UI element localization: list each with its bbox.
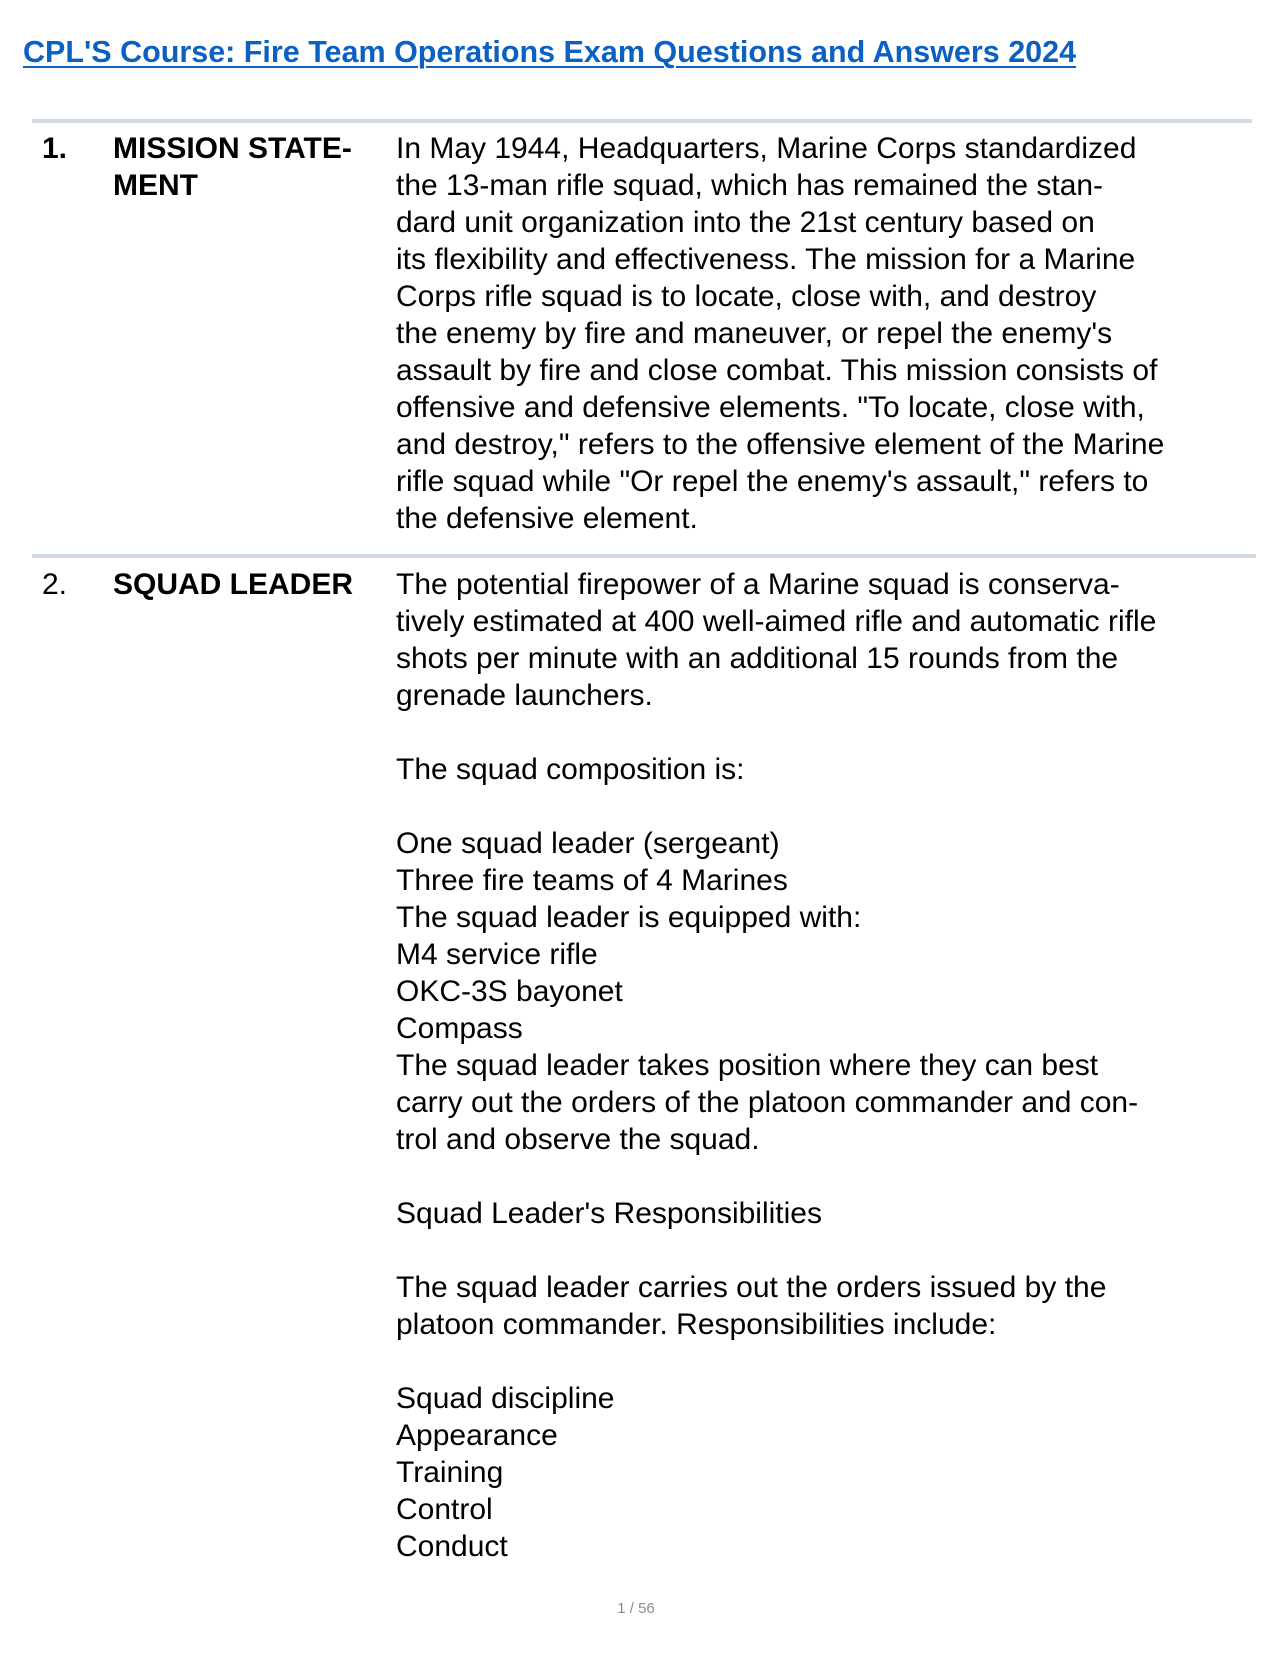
answer-line: In May 1944, Headquarters, Marine Corps standardized — [396, 132, 1137, 165]
answer-line: Squad discipline — [396, 1382, 615, 1415]
answer-line: trol and observe the squad. — [396, 1123, 760, 1156]
answer-line: platoon commander. Responsibilities include: — [396, 1308, 997, 1341]
answer-line — [396, 1343, 1256, 1380]
answer-line: The squad leader carries out the orders issued by the — [396, 1271, 1107, 1304]
answer-line: rifle squad while "Or repel the enemy's assault," refers to — [396, 465, 1149, 498]
answer-line: One squad leader (sergeant) — [396, 827, 780, 860]
answer-line: M4 service rifle — [396, 938, 598, 971]
answer-line: offensive and defensive elements. "To locate, close with, — [396, 391, 1145, 424]
question-number: 2. — [42, 568, 68, 601]
answer-line: The squad leader takes position where they can best — [396, 1049, 1099, 1082]
answer-line: the defensive element. — [396, 502, 698, 535]
question-term — [113, 566, 383, 603]
question-term-line: MENT — [113, 169, 198, 202]
answer-line: Control — [396, 1493, 493, 1526]
answer-line: tively estimated at 400 well-aimed rifle and automatic rifle — [396, 605, 1157, 638]
question-term-line: MISSION STATE- — [113, 132, 352, 165]
document-title-link[interactable]: CPL'S Course: Fire Team Operations Exam Questions and Answers 2024 — [23, 35, 1077, 69]
answer-line: shots per minute with an additional 15 rounds from the — [396, 642, 1119, 675]
answer-line: its flexibility and effectiveness. The mission for a Marine — [396, 243, 1136, 276]
answer-line: OKC-3S bayonet — [396, 975, 623, 1008]
answer-line — [396, 788, 1256, 825]
answer-line: Corps rifle squad is to locate, close with, and destroy — [396, 280, 1097, 313]
answer-line: Squad Leader's Responsibilities — [396, 1197, 822, 1230]
divider — [32, 119, 1252, 123]
question-term — [113, 130, 383, 204]
answer-line: Compass — [396, 1012, 523, 1045]
answer-line: assault by fire and close combat. This mission consists of — [396, 354, 1158, 387]
answer-line: Conduct — [396, 1530, 508, 1563]
answer-line: carry out the orders of the platoon commander and con- — [396, 1086, 1139, 1119]
answer-line: Appearance — [396, 1419, 558, 1452]
question-answer — [396, 130, 1256, 537]
answer-line — [396, 1232, 1256, 1269]
question-answer — [396, 566, 1256, 1565]
answer-line: Three fire teams of 4 Marines — [396, 864, 788, 897]
page-indicator: 1 / 56 — [617, 1600, 655, 1617]
answer-line: the enemy by fire and maneuver, or repel the enemy's — [396, 317, 1113, 350]
answer-line: and destroy," refers to the offensive element of the Marine — [396, 428, 1165, 461]
question-number: 1. — [42, 132, 68, 165]
answer-line: grenade launchers. — [396, 679, 653, 712]
answer-line — [396, 1158, 1256, 1195]
answer-line: dard unit organization into the 21st century based on — [396, 206, 1095, 239]
answer-line: the 13-man rifle squad, which has remained the stan- — [396, 169, 1104, 202]
answer-line — [396, 714, 1256, 751]
divider — [32, 554, 1256, 558]
answer-line: The squad leader is equipped with: — [396, 901, 862, 934]
question-term-line: SQUAD LEADER — [113, 568, 354, 601]
answer-line: The potential firepower of a Marine squad is conserva- — [396, 568, 1120, 601]
answer-line: The squad composition is: — [396, 753, 745, 786]
answer-line: Training — [396, 1456, 504, 1489]
